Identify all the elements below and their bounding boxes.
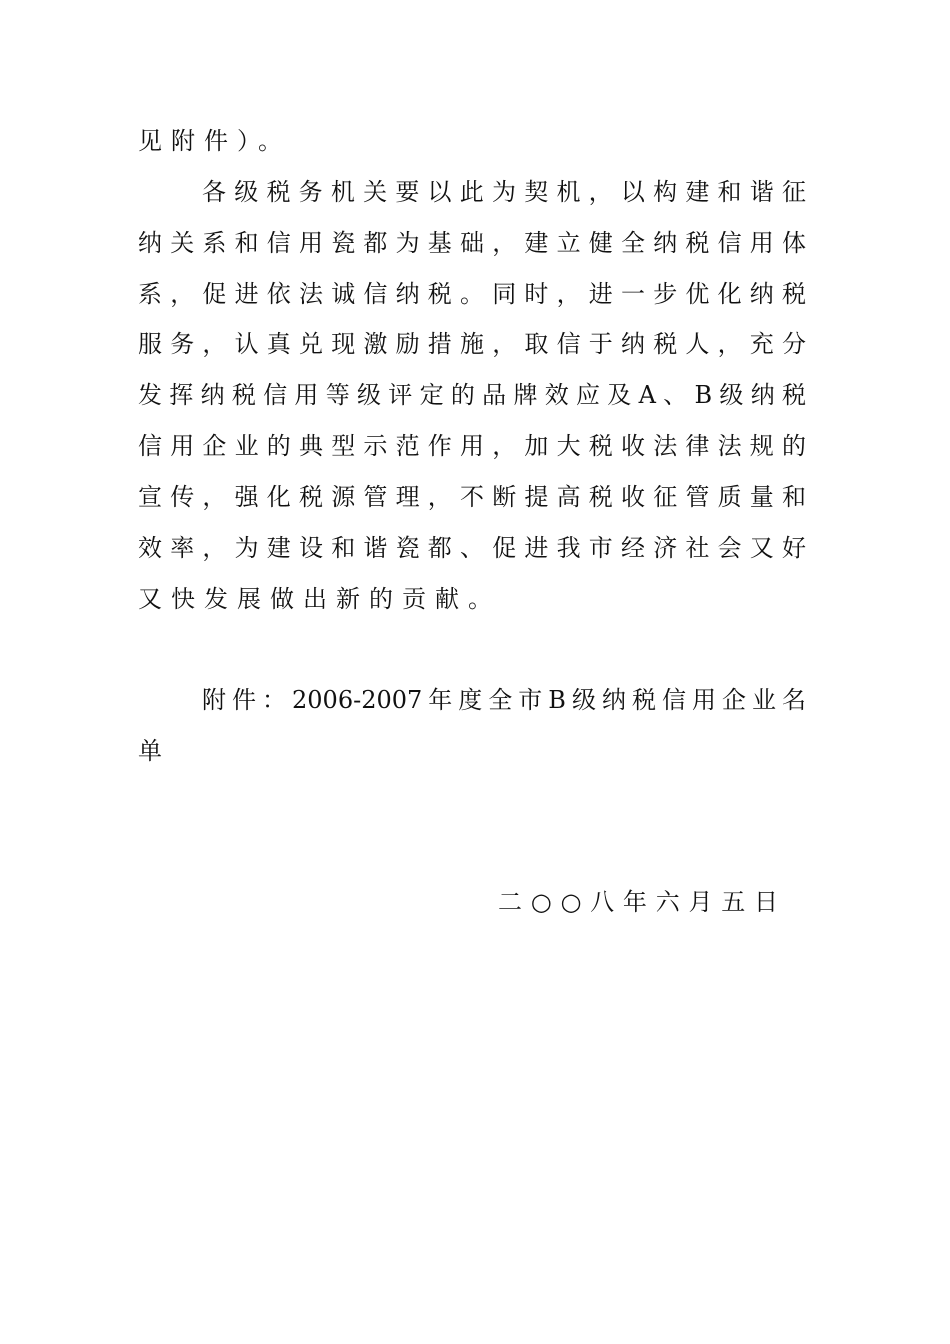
- paragraph-2-line-3: 系，促进依法诚信纳税。同时，进一步优化纳税: [138, 280, 806, 308]
- paragraph-1-tail: 见附件）。: [138, 127, 291, 155]
- paragraph-2-line-6: 信用企业的典型示范作用，加大税收法律法规的: [138, 432, 806, 460]
- document-date: 二○○八年六月五日: [498, 888, 778, 916]
- attachment-line-1: 附件：2006-2007年度全市B级纳税信用企业名: [202, 686, 806, 714]
- paragraph-2-line-2: 纳关系和信用瓷都为基础，建立健全纳税信用体: [138, 229, 806, 257]
- paragraph-2-line-7: 宣传，强化税源管理，不断提高税收征管质量和: [138, 483, 806, 511]
- attachment-line-2: 单: [138, 737, 171, 765]
- paragraph-2-line-4: 服务，认真兑现激励措施，取信于纳税人，充分: [138, 330, 806, 358]
- paragraph-2-line-1: 各级税务机关要以此为契机，以构建和谐征: [202, 178, 806, 206]
- paragraph-2-line-5: 发挥纳税信用等级评定的品牌效应及A、B级纳税: [138, 381, 806, 409]
- paragraph-2-line-8: 效率，为建设和谐瓷都、促进我市经济社会又好: [138, 534, 806, 562]
- paragraph-2-line-9: 又快发展做出新的贡献。: [138, 585, 501, 613]
